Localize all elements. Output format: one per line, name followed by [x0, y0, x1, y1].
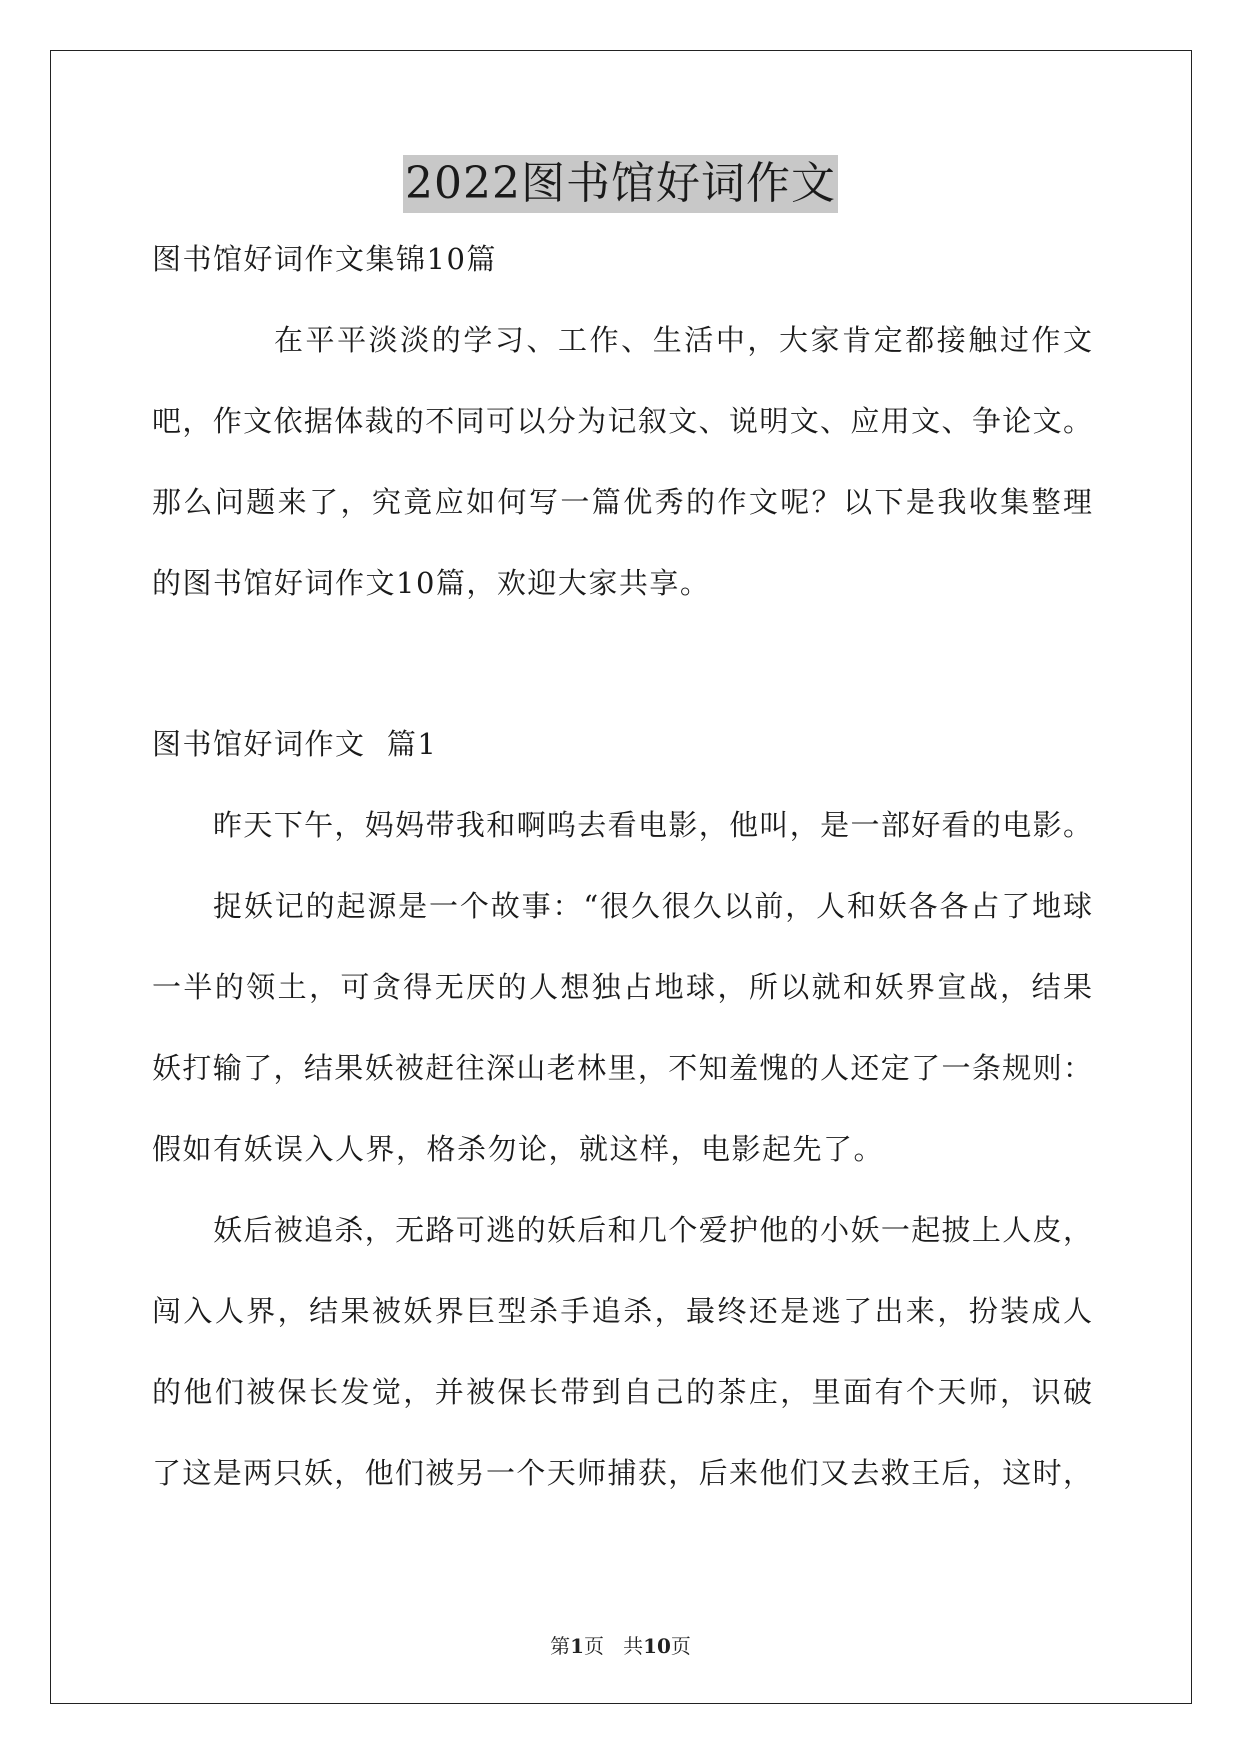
paragraph-line: 假如有妖误入人界，格杀勿论，就这样，电影起先了。: [152, 1132, 885, 1166]
page-total: 10: [643, 1634, 671, 1658]
title-container: [0, 155, 1241, 213]
page-current: 1: [570, 1634, 584, 1658]
section-heading: 图书馆好词作文 篇1: [152, 727, 438, 761]
paragraph-line: 捉妖记的起源是一个故事：“很久很久以前，人和妖各各占了地球: [213, 889, 1092, 923]
paragraph-line: 妖打输了，结果妖被赶往深山老林里，不知羞愧的人还定了一条规则：: [152, 1051, 1092, 1085]
paragraph-line: 一半的领土，可贪得无厌的人想独占地球，所以就和妖界宣战，结果: [152, 970, 1092, 1004]
paragraph-line: 昨天下午，妈妈带我和啊呜去看电影，他叫，是一部好看的电影。: [213, 808, 1092, 842]
intro-line: 在平平淡淡的学习、工作、生活中，大家肯定都接触过作文: [274, 323, 1092, 357]
document-body: [152, 240, 1092, 1535]
intro-line: 吧，作文依据体裁的不同可以分为记叙文、说明文、应用文、争论文。: [152, 404, 1092, 438]
paragraph-line: 了这是两只妖，他们被另一个天师捕获，后来他们又去救王后，这时，: [152, 1456, 1092, 1490]
paragraph-line: 妖后被追杀，无路可逃的妖后和几个爱护他的小妖一起披上人皮，: [213, 1213, 1092, 1247]
page-prefix: 第: [550, 1634, 571, 1658]
document-subtitle: 图书馆好词作文集锦10篇: [152, 242, 497, 276]
paragraph-line: 的他们被保长发觉，并被保长带到自己的茶庄，里面有个天师，识破: [152, 1375, 1092, 1409]
section-spacer: [152, 645, 1092, 725]
page-mid: 页 共: [584, 1634, 644, 1658]
page-suffix: 页: [670, 1634, 691, 1658]
intro-line: 那么问题来了，究竟应如何写一篇优秀的作文呢？以下是我收集整理: [152, 485, 1092, 519]
document-title: 2022图书馆好词作文: [403, 155, 838, 213]
paragraph-line: 闯入人界，结果被妖界巨型杀手追杀，最终还是逃了出来，扮装成人: [152, 1294, 1092, 1328]
intro-line: 的图书馆好词作文10篇，欢迎大家共享。: [152, 566, 711, 600]
page-footer: [0, 1633, 1241, 1659]
